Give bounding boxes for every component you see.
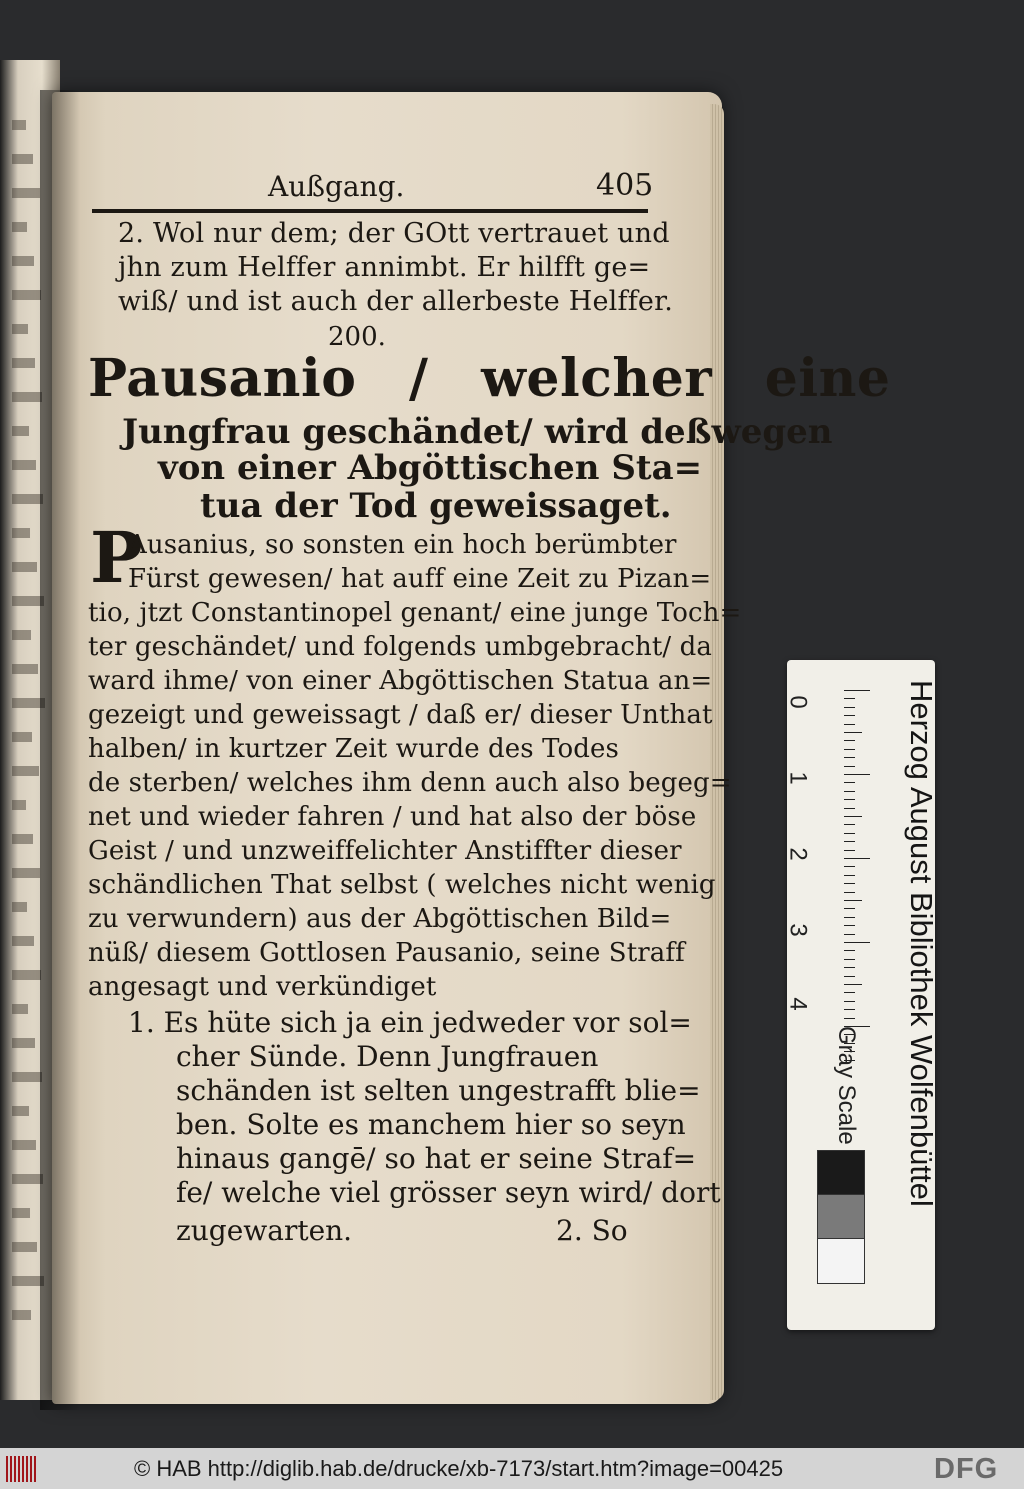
- section-number: 200.: [328, 322, 386, 352]
- body-line: gezeigt und geweissagt / daß er/ dieser Unthat: [88, 700, 713, 730]
- ruler-tick: [844, 749, 855, 750]
- ruler-tick: [844, 858, 870, 859]
- ruler-tick: [844, 732, 862, 733]
- edge-text-hint: [12, 358, 35, 368]
- edge-text-hint: [12, 1310, 31, 1320]
- edge-text-hint: [12, 528, 30, 538]
- edge-text-hint: [12, 1106, 29, 1116]
- ruler-tick: [844, 959, 855, 960]
- edge-text-hint: [12, 392, 42, 402]
- title-line: Pausanio / welcher eine: [88, 348, 891, 409]
- ruler-number: 4: [784, 997, 812, 1011]
- edge-text-hint: [12, 290, 41, 300]
- ruler-number: 1: [784, 771, 812, 785]
- ruler-tick: [844, 866, 855, 867]
- edge-text-hint: [12, 222, 27, 232]
- list-line: zugewarten.: [176, 1214, 353, 1247]
- edge-text-hint: [12, 902, 27, 912]
- edge-text-hint: [12, 1072, 42, 1082]
- list-line: fe/ welche viel grösser seyn wird/ dort: [176, 1176, 721, 1209]
- list-line: cher Sünde. Denn Jungfrauen: [176, 1040, 599, 1073]
- ruler-tick: [844, 740, 855, 741]
- ruler-tick: [844, 1009, 855, 1010]
- header-rule: [92, 209, 648, 213]
- ruler-tick: [844, 715, 855, 716]
- ruler-tick: [844, 833, 855, 834]
- edge-text-hint: [12, 936, 34, 946]
- ruler-number: 3: [784, 923, 812, 937]
- ruler-tick: [844, 976, 855, 977]
- body-line: tio, jtzt Constantinopel genant/ eine junge Toch=: [88, 598, 742, 628]
- edge-text-hint: [12, 1004, 28, 1014]
- ruler-tick: [844, 900, 862, 901]
- edge-text-hint: [12, 120, 26, 130]
- ruler-tick: [844, 782, 855, 783]
- body-line: Fürst gewesen/ hat auff eine Zeit zu Pizan=: [128, 564, 712, 594]
- ruler-tick: [844, 950, 855, 951]
- edge-text-hint: [12, 664, 38, 674]
- ruler-tick: [844, 841, 855, 842]
- edge-text-hint: [12, 188, 40, 198]
- edge-text-hint: [12, 1174, 43, 1184]
- ruler-tick: [844, 967, 855, 968]
- ruler-number: 2: [784, 847, 812, 861]
- body-line: de sterben/ welches ihm denn auch also begeg=: [88, 768, 732, 798]
- edge-text-hint: [12, 1208, 30, 1218]
- edge-text-hint: [12, 868, 40, 878]
- catchword: 2. So: [556, 1214, 628, 1247]
- ruler-tick: [844, 850, 855, 851]
- intro-line: wiß/ und ist auch der allerbeste Helffer.: [118, 286, 673, 317]
- hab-logo-icon: [6, 1456, 38, 1482]
- ruler-tick: [844, 799, 855, 800]
- drop-cap: P: [90, 516, 143, 599]
- ruler-tick: [844, 908, 855, 909]
- body-line: Ausanius, so sonsten ein hoch berümbter: [128, 530, 677, 560]
- ruler-tick: [844, 707, 855, 708]
- list-line: 1. Es hüte sich ja ein jedweder vor sol=: [128, 1006, 692, 1039]
- body-line: Geist / und unzweiffelichter Anstiffter dieser: [88, 836, 682, 866]
- logo-bar: [34, 1456, 36, 1482]
- edge-text-hint: [12, 256, 34, 266]
- edge-text-hint: [12, 562, 37, 572]
- edge-text-hint: [12, 800, 26, 810]
- ruler-tick: [844, 1018, 855, 1019]
- body-line: schändlichen That selbst ( welches nicht wenig: [88, 870, 716, 900]
- dfg-logo: DFG: [934, 1453, 999, 1485]
- institution-name: Herzog August Bibliothek Wolfenbüttel: [904, 680, 939, 1207]
- edge-text-hint: [12, 766, 39, 776]
- ruler-tick: [844, 824, 855, 825]
- ruler-tick: [844, 892, 855, 893]
- edge-text-hint: [12, 154, 33, 164]
- ruler-tick: [844, 816, 862, 817]
- ruler-tick: [844, 984, 862, 985]
- logo-bar: [6, 1456, 8, 1482]
- ruler-tick: [844, 690, 870, 691]
- gray-scale-card: [784, 660, 939, 1330]
- running-head: Außgang.: [268, 170, 405, 203]
- ruler-tick: [844, 992, 855, 993]
- gray-scale-label: Gray Scale: [833, 1026, 860, 1145]
- ruler-tick: [844, 917, 855, 918]
- edge-text-hint: [12, 834, 33, 844]
- edge-text-hint: [12, 324, 28, 334]
- ruler-tick: [844, 724, 855, 725]
- ruler-tick: [844, 942, 870, 943]
- edge-text-hint: [12, 460, 36, 470]
- logo-bar: [10, 1456, 12, 1482]
- ruler-tick: [844, 925, 855, 926]
- logo-bar: [18, 1456, 20, 1482]
- body-line: net und wieder fahren / und hat also der böse: [88, 802, 697, 832]
- ruler-tick: [844, 766, 855, 767]
- swatch-gray: [817, 1194, 865, 1240]
- body-line: nüß/ diesem Gottlosen Pausanio, seine Straff: [88, 938, 685, 968]
- ruler-tick: [844, 808, 855, 809]
- edge-text-hint: [12, 732, 32, 742]
- edge-text-hint: [12, 1140, 36, 1150]
- intro-line: jhn zum Helffer annimbt. Er hilfft ge=: [118, 252, 651, 283]
- edge-text-hint: [12, 970, 41, 980]
- swatch-white: [817, 1238, 865, 1284]
- ruler-tick: [844, 883, 855, 884]
- title-line: tua der Tod geweissaget.: [200, 486, 672, 526]
- ruler-tick: [844, 698, 855, 699]
- logo-bar: [30, 1456, 32, 1482]
- ruler-tick: [844, 875, 855, 876]
- ruler-tick: [844, 791, 855, 792]
- body-line: angesagt und verkündiget: [88, 972, 437, 1002]
- title-line: Jungfrau geschändet/ wird deßwegen: [122, 412, 833, 452]
- ruler-tick: [844, 774, 870, 775]
- logo-bar: [22, 1456, 24, 1482]
- edge-text-hint: [12, 1038, 35, 1048]
- ruler-number: 0: [784, 695, 812, 709]
- body-line: ter geschändet/ und folgends umbgebracht/ da: [88, 632, 712, 662]
- list-line: hinaus gangē/ so hat er seine Straf=: [176, 1142, 697, 1175]
- copyright-url[interactable]: © HAB http://diglib.hab.de/drucke/xb-7173/start.htm?image=00425: [134, 1456, 784, 1481]
- edge-text-hint: [12, 630, 31, 640]
- ruler-tick: [844, 1001, 855, 1002]
- page-number: 405: [596, 168, 654, 203]
- body-line: zu verwundern) aus der Abgöttischen Bild=: [88, 904, 672, 934]
- body-line: halben/ in kurtzer Zeit wurde des Todes: [88, 734, 619, 764]
- footer-bar: [0, 1448, 1024, 1489]
- logo-bar: [14, 1456, 16, 1482]
- edge-text-hint: [12, 494, 43, 504]
- title-line: von einer Abgöttischen Sta=: [158, 448, 703, 488]
- intro-line: 2. Wol nur dem; der GOtt vertrauet und: [118, 218, 670, 249]
- swatch-black: [817, 1150, 865, 1196]
- spine-shadow: [40, 90, 80, 1410]
- logo-bar: [26, 1456, 28, 1482]
- body-line: ward ihme/ von einer Abgöttischen Statua an=: [88, 666, 713, 696]
- ruler-tick: [844, 934, 855, 935]
- ruler-tick: [844, 757, 855, 758]
- list-line: ben. Solte es manchem hier so seyn: [176, 1108, 686, 1141]
- edge-text-hint: [12, 1242, 37, 1252]
- edge-text-hint: [12, 426, 29, 436]
- list-line: schänden ist selten ungestrafft blie=: [176, 1074, 701, 1107]
